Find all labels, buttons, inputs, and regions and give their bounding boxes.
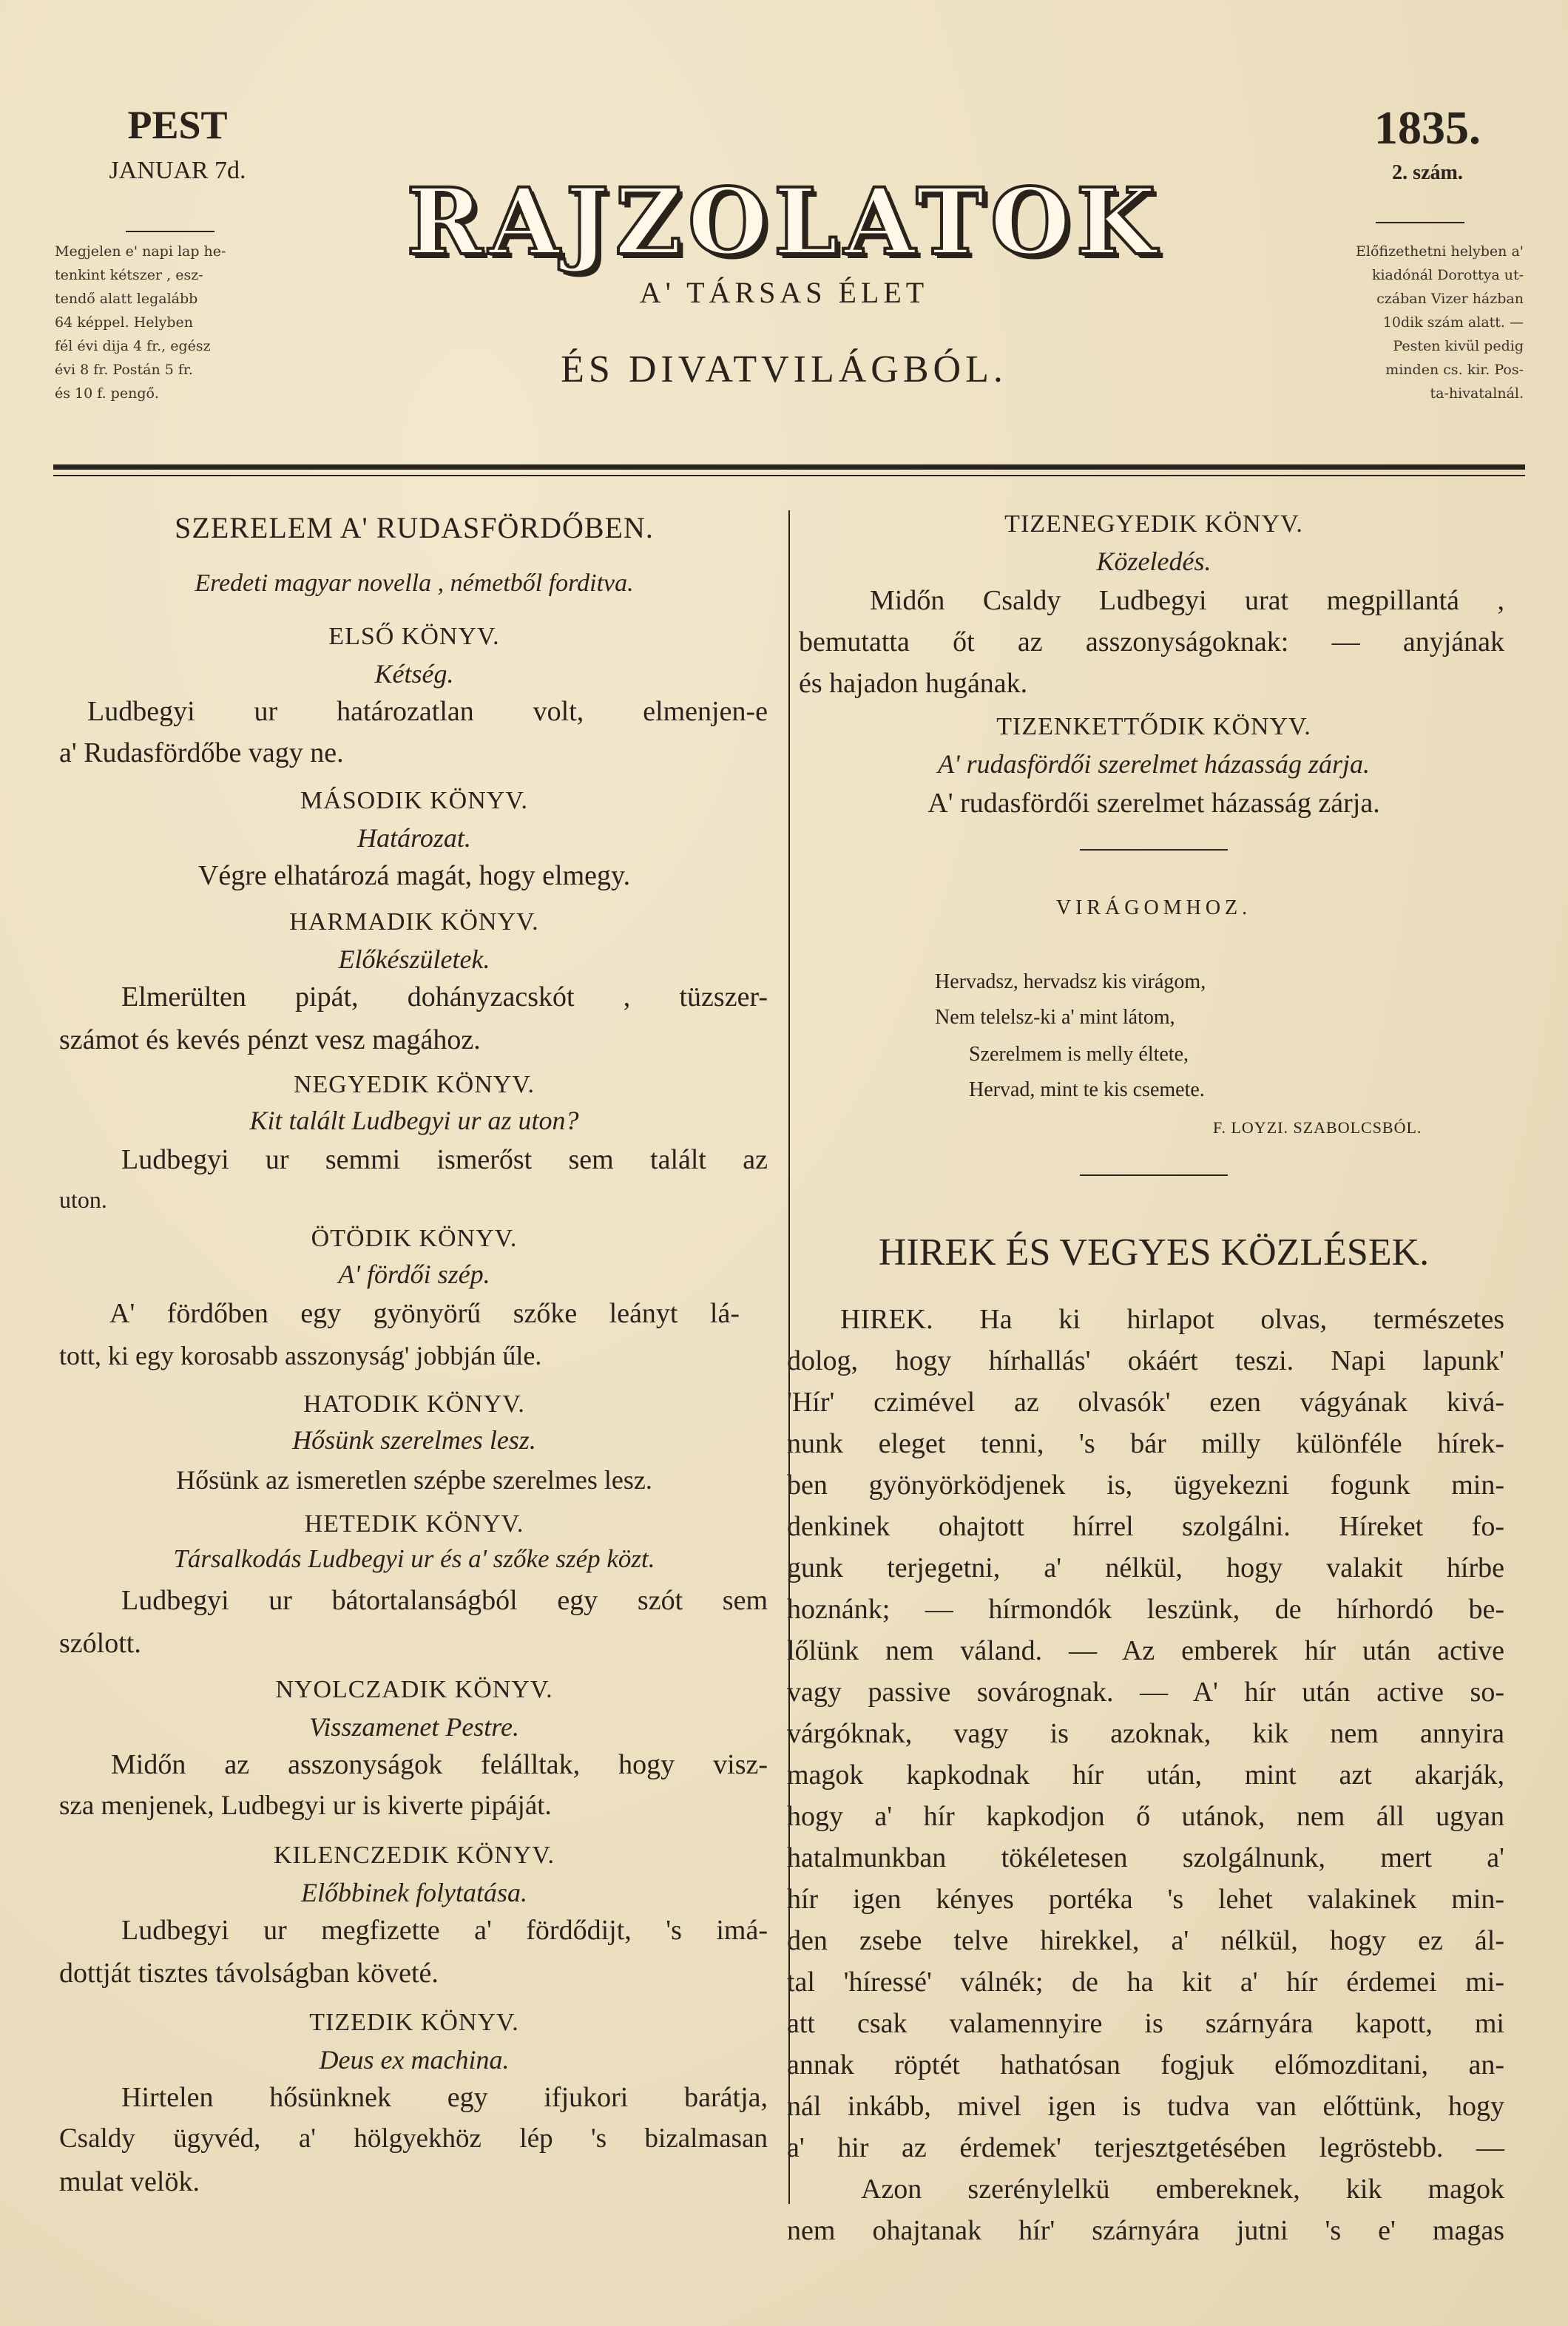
masthead-subtitle-1: A' TÁRSAS ÉLET xyxy=(639,276,929,309)
right-notice-line: 10dik szám alatt. — xyxy=(1382,314,1524,331)
poem-line: Hervadsz, hervadsz kis virágom, xyxy=(935,970,1206,993)
chapter-text-line: és hajadon hugának. xyxy=(799,668,1028,699)
news-line: nem ohajtanak hír' szárnyára jutni 's e' magas xyxy=(787,2215,1504,2246)
poem-line: Szerelmem is melly éltete, xyxy=(969,1043,1189,1066)
chapter-heading: ELSŐ KÖNYV. xyxy=(328,623,500,650)
chapter-text-line: Ludbegyi ur bátortalanságból egy szót sem xyxy=(121,1585,768,1616)
chapter-subtitle: A' rudasfördői szerelmet házasság zárja. xyxy=(937,749,1371,779)
news-line: nál inkább, mivel igen is tudva van előttünk, hogy xyxy=(787,2091,1504,2122)
right-short-rule xyxy=(1376,222,1464,223)
news-title: HIREK ÉS VEGYES KÖZLÉSEK. xyxy=(878,1231,1430,1274)
chapter-heading: TIZENEGYEDIK KÖNYV. xyxy=(1004,510,1303,538)
chapter-text-line: Ludbegyi ur semmi ismerőst sem talált az xyxy=(121,1144,768,1175)
left-notice-line: évi 8 fr. Postán 5 fr. xyxy=(55,362,193,378)
left-notice-line: tenkint kétszer , esz- xyxy=(55,267,203,283)
chapter-subtitle: A' fördői szép. xyxy=(338,1260,490,1289)
right-notice-line: ta-hivatalnál. xyxy=(1430,385,1524,402)
news-line: denkinek ohajtott hírrel szolgálni. Híreket fo- xyxy=(787,1511,1504,1542)
poem-author: F. LOYZI. SZABOLCSBÓL. xyxy=(1213,1118,1422,1137)
story-subtitle: Eredeti magyar novella , németből forditva. xyxy=(195,569,634,597)
news-line: vagy passive sovárognak. — A' hír után active so- xyxy=(787,1677,1504,1708)
chapter-subtitle: Hősünk szerelmes lesz. xyxy=(292,1425,536,1455)
chapter-text-line: Végre elhatározá magát, hogy elmegy. xyxy=(197,860,631,891)
chapter-heading: ÖTÖDIK KÖNYV. xyxy=(311,1225,518,1252)
chapter-text-line: Csaldy ügyvéd, a' hölgyekhöz lép 's bizalmasan xyxy=(59,2123,768,2154)
chapter-text-line: Hősünk az ismeretlen szépbe szerelmes lesz. xyxy=(176,1465,652,1495)
chapter-text-line: Midőn Csaldy Ludbegyi urat megpillantá , xyxy=(870,585,1504,616)
chapter-heading: NYOLCZADIK KÖNYV. xyxy=(275,1676,553,1703)
chapter-subtitle: Közeledés. xyxy=(1096,547,1212,576)
masthead-subtitle-2: ÉS DIVATVILÁGBÓL. xyxy=(561,348,1007,391)
header-rule-thick xyxy=(53,464,1525,470)
chapter-subtitle: Kit talált Ludbegyi ur az uton? xyxy=(249,1106,579,1135)
right-notice-line: kiadónál Dorottya ut- xyxy=(1371,267,1524,283)
news-line: 'Hír' czimével az olvasók' ezen vágyának kivá- xyxy=(787,1387,1504,1418)
chapter-subtitle: Kétség. xyxy=(374,659,454,689)
chapter-text-line: A' rudasfördői szerelmet házasság zárja. xyxy=(927,788,1380,819)
chapter-text-line: Elmerülten pipát, dohányzacskót , tüzszer- xyxy=(121,981,768,1012)
news-line: nunk eleget tenni, 's bár milly különféle hírek- xyxy=(787,1428,1504,1459)
masthead-year: 1835. xyxy=(1374,101,1481,154)
chapter-heading: TIZENKETTŐDIK KÖNYV. xyxy=(996,713,1311,740)
news-line: gunk terjegetni, a' nélkül, hogy valakit hírbe xyxy=(787,1552,1504,1583)
chapter-text-line: sza menjenek, Ludbegyi ur is kiverte pipáját. xyxy=(59,1791,552,1821)
left-notice-line: és 10 f. pengő. xyxy=(55,385,159,402)
chapter-heading: TIZEDIK KÖNYV. xyxy=(309,2009,519,2036)
chapter-text-line: dottját tisztes távolságban követé. xyxy=(59,1958,439,1989)
news-line: magok kapkodnak hír után, mint azt akarják, xyxy=(787,1759,1504,1791)
chapter-heading: HATODIK KÖNYV. xyxy=(303,1390,525,1418)
chapter-text-line: Hirtelen hősünknek egy ifjukori barátja, xyxy=(121,2082,768,2113)
right-notice xyxy=(1302,240,1524,405)
news-line: HIREK. Ha ki hirlapot olvas, természetes xyxy=(840,1304,1504,1335)
poem-bottom-rule xyxy=(1080,1174,1228,1176)
chapter-subtitle: Deus ex machina. xyxy=(319,2045,510,2075)
chapter-text-line: a' Rudasfördőbe vagy ne. xyxy=(59,737,344,768)
left-short-rule xyxy=(126,231,214,232)
chapter-heading: NEGYEDIK KÖNYV. xyxy=(293,1071,535,1098)
chapter-subtitle: Előkészületek. xyxy=(338,944,490,974)
news-line: hír igen kényes portéka 's lehet valakinek min- xyxy=(787,1884,1504,1915)
news-line: hatalmunkban tökéletesen szolgálnunk, mert a' xyxy=(787,1842,1504,1873)
masthead-city: PEST xyxy=(127,103,228,147)
news-line: Azon szerénylelkü embereknek, kik magok xyxy=(861,2174,1504,2205)
left-notice-line: fél évi dija 4 fr., egész xyxy=(55,338,211,354)
left-notice xyxy=(55,240,269,405)
masthead-issue: 2. szám. xyxy=(1392,161,1463,184)
right-notice-line: Előfizethetni helyben a' xyxy=(1356,243,1524,260)
poem-title: VIRÁGOMHOZ. xyxy=(1055,896,1252,919)
chapter-text-line: szólott. xyxy=(59,1628,141,1659)
chapter-heading: HARMADIK KÖNYV. xyxy=(289,908,539,936)
news-line: dolog, hogy hírhallás' okáért teszi. Napi lapunk' xyxy=(787,1345,1504,1376)
chapter-heading: HETEDIK KÖNYV. xyxy=(304,1510,524,1538)
chapter-text-line: mulat velök. xyxy=(59,2166,200,2197)
header-rule-thin xyxy=(53,475,1525,476)
chapter-heading: MÁSODIK KÖNYV. xyxy=(300,787,529,814)
chapter-text-line: tott, ki egy korosabb asszonyság' jobbján űle. xyxy=(59,1341,542,1370)
news-line: ben gyönyörködjenek is, ügyekezni fogunk min- xyxy=(787,1470,1504,1501)
news-line: hogy a' hír kapkodjon ő utánok, nem áll ugyan xyxy=(787,1801,1504,1832)
chapter-text-line: A' fördőben egy gyönyörű szőke leányt lá- xyxy=(109,1298,740,1329)
news-line: hoznánk; — hírmondók leszünk, de hírhordó be- xyxy=(787,1594,1504,1625)
masthead-title: RAJZOLATOK xyxy=(406,169,1162,276)
chapter-text-line: Midőn az asszonyságok felálltak, hogy visz- xyxy=(111,1749,768,1780)
news-line: a' hir az érdemek' terjesztgetésében legröstebb. — xyxy=(787,2132,1504,2163)
right-notice-line: Pesten kivül pedig xyxy=(1393,338,1524,354)
poem-top-rule xyxy=(1080,849,1228,851)
left-notice-line: Megjelen e' napi lap he- xyxy=(55,243,226,260)
chapter-text-line: számot és kevés pénzt vesz magához. xyxy=(59,1024,481,1055)
chapter-subtitle: Előbbinek folytatása. xyxy=(301,1878,527,1907)
chapter-text-line: uton. xyxy=(59,1186,107,1213)
news-line: lőlünk nem váland. — Az emberek hír után active xyxy=(787,1635,1504,1666)
masthead-date: JANUAR 7d. xyxy=(109,157,246,184)
poem-line: Nem telelsz-ki a' mint látom, xyxy=(935,1006,1175,1029)
chapter-subtitle: Visszamenet Pestre. xyxy=(309,1712,519,1742)
news-line: várgóknak, vagy is azoknak, kik nem annyira xyxy=(787,1718,1504,1749)
poem-line: Hervad, mint te kis csemete. xyxy=(969,1078,1205,1101)
chapter-text-line: Ludbegyi ur határozatlan volt, elmenjen-e xyxy=(87,696,768,727)
left-notice-line: tendő alatt legalább xyxy=(55,291,198,307)
chapter-heading: KILENCZEDIK KÖNYV. xyxy=(274,1842,555,1869)
news-line: annak röptét hathatósan fogjuk előmozditani, an- xyxy=(787,2049,1504,2080)
news-line: tal 'híressé' válnék; de ha kit a' hír érdemei mi- xyxy=(787,1967,1504,1998)
right-notice-line: minden cs. kir. Pos- xyxy=(1385,362,1524,378)
chapter-text-line: Ludbegyi ur megfizette a' fördődijt, 's imá- xyxy=(121,1915,768,1946)
story-title: SZERELEM A' RUDASFÖRDŐBEN. xyxy=(175,511,654,544)
right-notice-line: czában Vizer házban xyxy=(1376,291,1524,307)
chapter-subtitle: Társalkodás Ludbegyi ur és a' szőke szép közt. xyxy=(173,1544,655,1573)
chapter-subtitle: Határozat. xyxy=(357,823,471,853)
left-notice-line: 64 képpel. Helyben xyxy=(55,314,193,331)
chapter-text-line: bemutatta őt az asszonyságoknak: — anyjának xyxy=(799,626,1504,657)
news-line: att csak valamennyire is szárnyára kapott, mi xyxy=(787,2008,1504,2039)
news-line: den zsebe telve hirekkel, a' nélkül, hogy ez ál- xyxy=(787,1925,1504,1956)
